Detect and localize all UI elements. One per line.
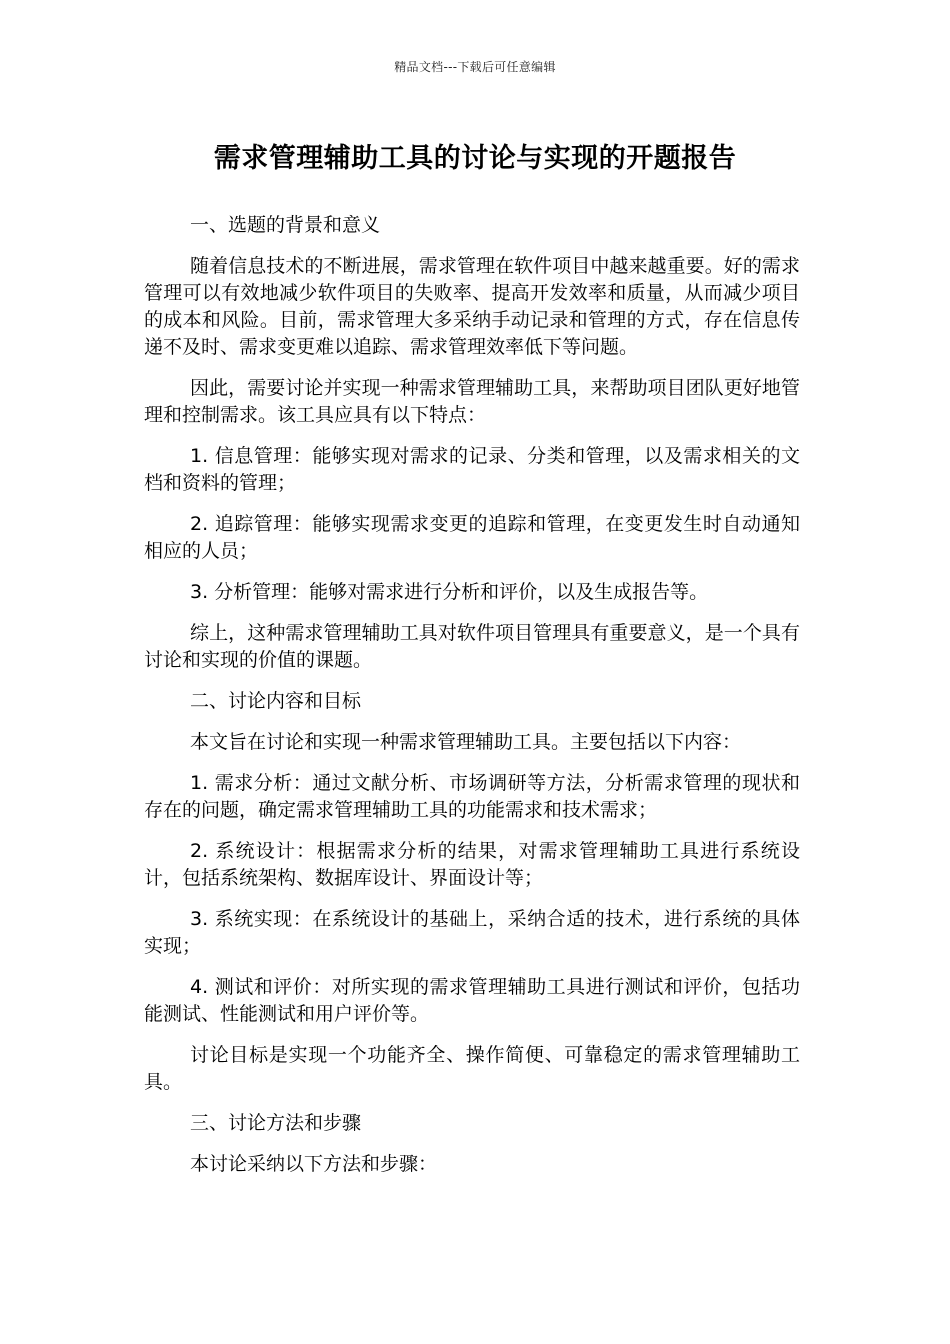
content-item-requirements-analysis: 1. 需求分析：通过文献分析、市场调研等方法，分析需求管理的现状和存在的问题，确定需求管理辅助工具的功能需求和技术需求； (144, 772, 800, 821)
section-heading-background: 一、选题的背景和意义 (190, 214, 381, 236)
content-item-testing-evaluation: 4. 测试和评价：对所实现的需求管理辅助工具进行测试和评价，包括功能测试、性能测试和用户评价等。 (144, 976, 800, 1025)
feature-item-tracking-management: 2. 追踪管理：能够实现需求变更的追踪和管理，在变更发生时自动通知相应的人员； (144, 513, 800, 562)
paragraph-tool-need: 因此，需要讨论并实现一种需求管理辅助工具，来帮助项目团队更好地管理和控制需求。该工具应具有以下特点： (144, 377, 800, 426)
document-title: 需求管理辅助工具的讨论与实现的开题报告 (213, 143, 737, 174)
paragraph-summary: 综上，这种需求管理辅助工具对软件项目管理具有重要意义，是一个具有讨论和实现的价值的课题。 (144, 622, 800, 671)
feature-item-analysis-management: 3. 分析管理：能够对需求进行分析和评价，以及生成报告等。 (190, 581, 709, 603)
paragraph-goal: 讨论目标是实现一个功能齐全、操作简便、可靠稳定的需求管理辅助工具。 (144, 1044, 800, 1093)
content-item-system-implementation: 3. 系统实现：在系统设计的基础上，采纳合适的技术，进行系统的具体实现； (144, 908, 800, 957)
header-note: 精品文档---下载后可任意编辑 (394, 60, 556, 74)
feature-item-info-management: 1. 信息管理：能够实现对需求的记录、分类和管理，以及需求相关的文档和资料的管理； (144, 445, 800, 494)
paragraph-methods-intro: 本讨论采纳以下方法和步骤： (190, 1153, 438, 1175)
section-heading-content-goals: 二、讨论内容和目标 (190, 690, 362, 712)
paragraph-content-intro: 本文旨在讨论和实现一种需求管理辅助工具。主要包括以下内容： (190, 731, 742, 753)
document-body (144, 212, 800, 1192)
content-item-system-design: 2. 系统设计：根据需求分析的结果，对需求管理辅助工具进行系统设计，包括系统架构、数据库设计、界面设计等； (144, 840, 800, 889)
paragraph-background: 随着信息技术的不断进展，需求管理在软件项目中越来越重要。好的需求管理可以有效地减少软件项目的失败率、提高开发效率和质量，从而减少项目的成本和风险。目前，需求管理大多采纳手动记录和管理的方式，存在信息传递不及时、需求变更难以追踪、需求管理效率低下等问题。 (144, 255, 800, 358)
section-heading-methods: 三、讨论方法和步骤 (190, 1112, 362, 1134)
